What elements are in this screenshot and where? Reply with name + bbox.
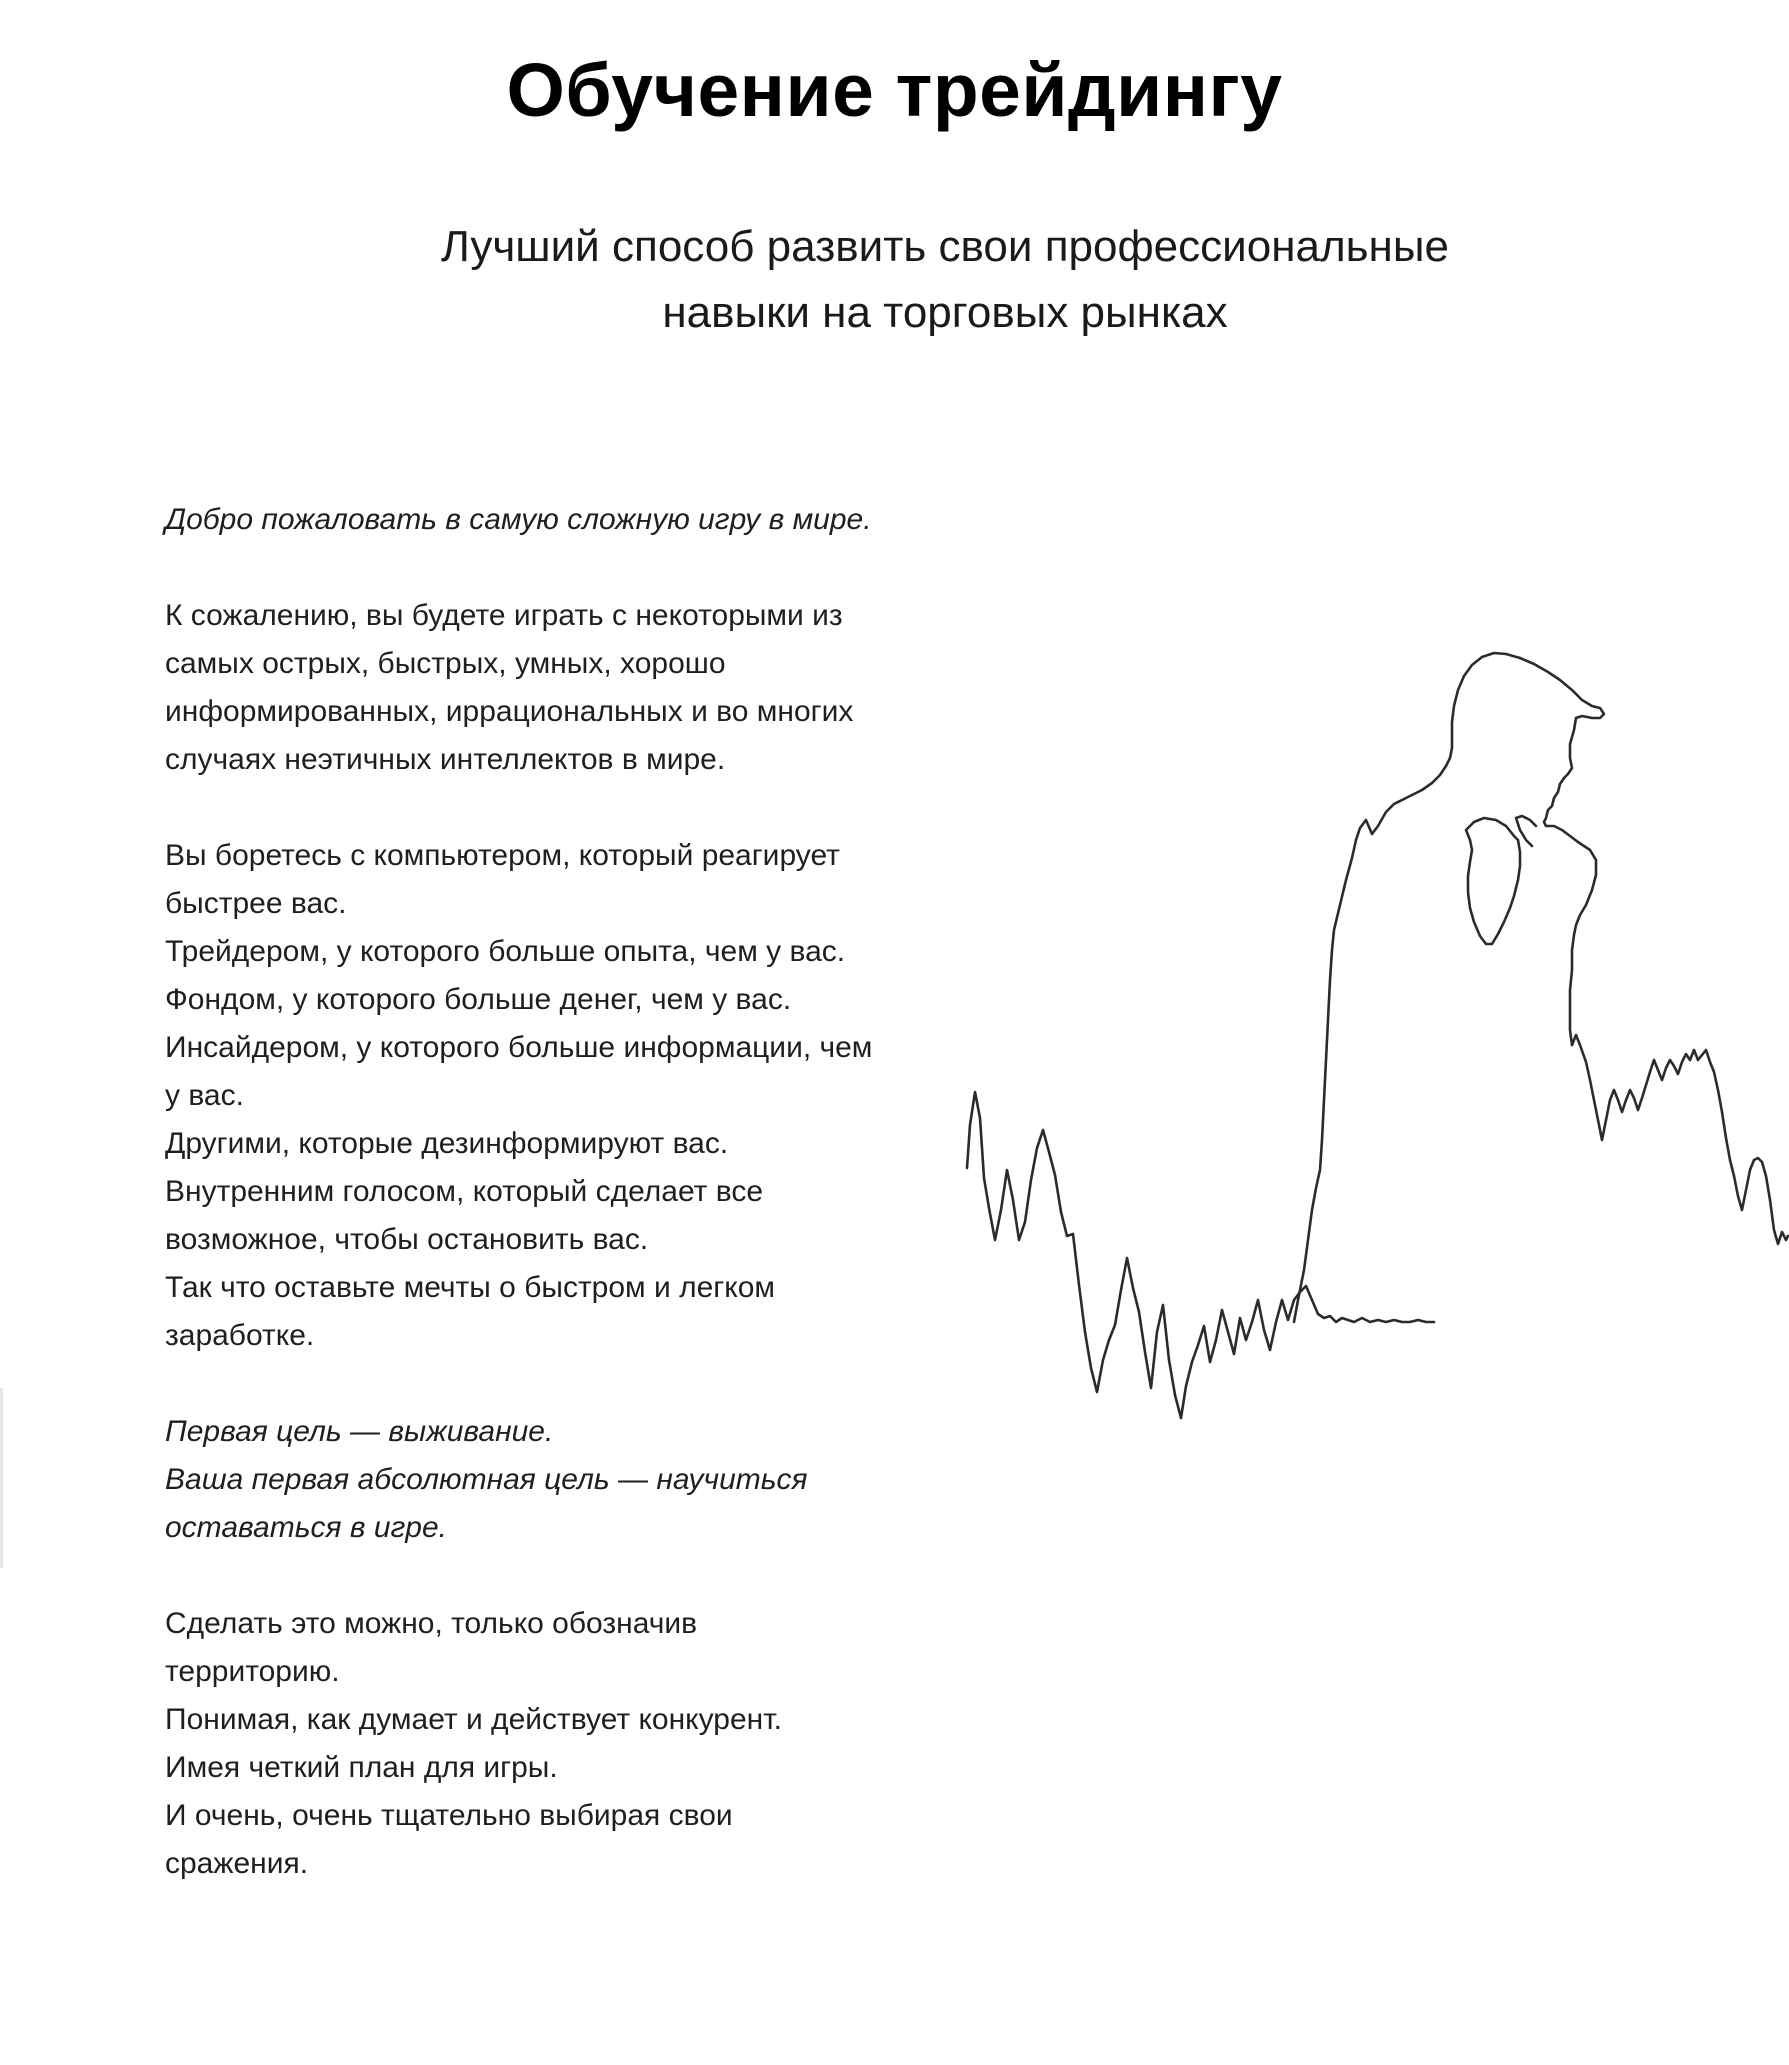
text-line: быстрее вас.: [165, 887, 347, 920]
paragraph-first-goal: [165, 1408, 945, 1552]
intro-paragraph: Добро пожаловать в самую сложную игру в мире.: [165, 503, 872, 536]
subtitle-line: Лучший способ развить свои профессиональные: [441, 222, 1449, 271]
article-text: [165, 496, 945, 1888]
text-line: сражения.: [165, 1847, 309, 1880]
text-line: информированных, иррациональных и во многих: [165, 695, 854, 728]
text-line: Другими, которые дезинформируют вас.: [165, 1127, 729, 1160]
page-subtitle: [390, 214, 1500, 346]
text-line: Первая цель — выживание.: [165, 1415, 554, 1448]
text-line: Так что оставьте мечты о быстром и легком: [165, 1271, 776, 1304]
trader-silhouette-price-chart-icon: [960, 640, 1789, 1440]
paragraph-opponents-list: [165, 832, 945, 1360]
text-line: случаях неэтичных интеллектов в мире.: [165, 743, 726, 776]
text-line: Имея четкий план для игры.: [165, 1751, 558, 1784]
text-line: И очень, очень тщательно выбирая свои: [165, 1799, 733, 1832]
text-line: Фондом, у которого больше денег, чем у вас.: [165, 983, 792, 1016]
paragraph-opponents-intro: [165, 592, 945, 784]
left-edge-divider: [0, 1388, 3, 1568]
text-line: территорию.: [165, 1655, 340, 1688]
subtitle-line: навыки на торговых рынках: [662, 288, 1228, 337]
text-line: Вы боретесь с компьютером, который реагирует: [165, 839, 840, 872]
text-line: Инсайдером, у которого больше информации, чем: [165, 1031, 873, 1064]
text-line: у вас.: [165, 1079, 244, 1112]
text-line: Понимая, как думает и действует конкурент.: [165, 1703, 782, 1736]
text-line: Ваша первая абсолютная цель — научиться: [165, 1463, 808, 1496]
page-title: Обучение трейдингу: [506, 48, 1283, 132]
text-line: Трейдером, у которого больше опыта, чем у вас.: [165, 935, 846, 968]
text-line: самых острых, быстрых, умных, хорошо: [165, 647, 726, 680]
text-line: оставаться в игре.: [165, 1511, 448, 1544]
text-line: заработке.: [165, 1319, 315, 1352]
text-line: Сделать это можно, только обозначив: [165, 1607, 698, 1640]
text-line: возможное, чтобы остановить вас.: [165, 1223, 649, 1256]
paragraph-how-to: [165, 1600, 945, 1888]
text-line: К сожалению, вы будете играть с некоторыми из: [165, 599, 843, 632]
text-line: Внутренним голосом, который сделает все: [165, 1175, 764, 1208]
